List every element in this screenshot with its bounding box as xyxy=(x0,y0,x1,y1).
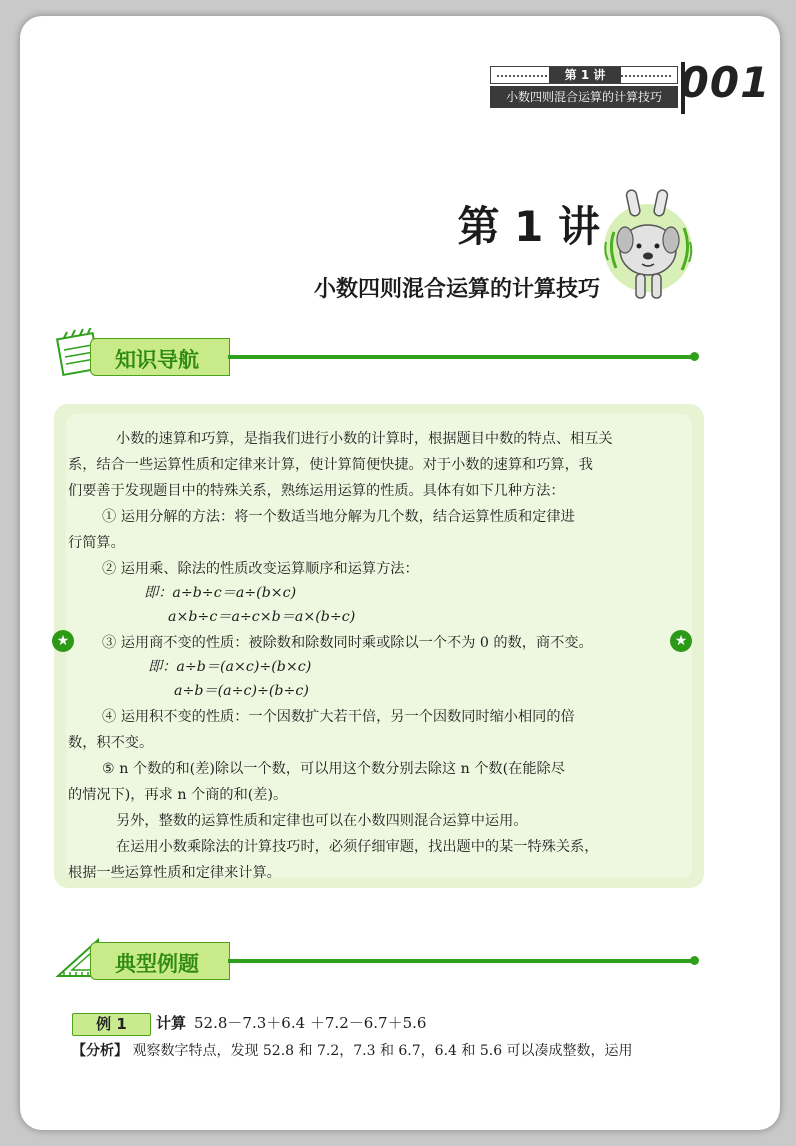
formula-line: 即：a÷b÷c＝a÷(b×c) xyxy=(144,585,297,601)
analysis-line xyxy=(72,1041,633,1062)
knowledge-line: ④ 运用积不变的性质：一个因数扩大若干倍，另一个因数同时缩小相同的倍 xyxy=(102,709,575,725)
chapter-title: 第 1 讲 xyxy=(457,202,600,251)
chapter-subtitle: 小数四则混合运算的计算技巧 xyxy=(313,277,600,302)
running-header xyxy=(490,66,678,110)
knowledge-line: 小数的速算和巧算，是指我们进行小数的计算时，根据题目中数的特点、相互关 xyxy=(116,431,613,447)
knowledge-line: ⑤ n 个数的和(差)除以一个数，可以用这个数分别去除这 n 个数(在能除尽 xyxy=(102,761,565,777)
section-knowledge-title: 知识导航 xyxy=(115,348,199,372)
example-tag: 例 1 xyxy=(72,1013,151,1036)
formula-line: a÷b＝(a÷c)÷(b÷c) xyxy=(174,683,309,699)
knowledge-line: 们要善于发现题目中的特殊关系，熟练运用运算的性质。具体有如下几种方法： xyxy=(68,483,565,499)
section-examples-header xyxy=(54,932,704,980)
header-lecture: 第 1 讲 xyxy=(549,67,621,83)
formula-line: a×b÷c＝a÷c×b＝a×(b÷c) xyxy=(168,609,356,625)
book-page xyxy=(20,16,780,1130)
knowledge-line: ② 运用乘、除法的性质改变运算顺序和运算方法： xyxy=(102,561,419,577)
section-examples-title: 典型例题 xyxy=(115,952,199,976)
example-problem xyxy=(156,1013,426,1034)
knowledge-line: ③ 运用商不变的性质：被除数和除数同时乘或除以一个不为 0 的数，商不变。 xyxy=(102,635,593,651)
knowledge-line: 在运用小数乘除法的计算技巧时，必须仔细审题，找出题中的某一特殊关系， xyxy=(116,839,599,855)
knowledge-line: 系，结合一些运算性质和定律来计算，使计算简便快捷。对于小数的速算和巧算，我 xyxy=(68,457,593,473)
header-topic: 小数四则混合运算的计算技巧 xyxy=(490,86,678,108)
page-number: 001 xyxy=(679,58,771,107)
knowledge-line: 根据一些运算性质和定律来计算。 xyxy=(68,865,281,881)
knowledge-line: 的情况下)，再求 n 个商的和(差)。 xyxy=(68,787,288,803)
example-expression: 52.8－7.3＋6.4 ＋7.2－6.7＋5.6 xyxy=(194,1014,427,1032)
knowledge-line: 数，积不变。 xyxy=(68,735,154,751)
example-keyword: 计算 xyxy=(156,1014,187,1032)
star-icon: ★ xyxy=(670,630,692,652)
knowledge-line: 另外，整数的运算性质和定律也可以在小数四则混合运算中运用。 xyxy=(116,813,528,829)
analysis-text: 观察数字特点，发现 52.8 和 7.2，7.3 和 6.7，6.4 和 5.6 可以凑成整数，运用 xyxy=(132,1043,633,1059)
dog-mascot xyxy=(592,182,704,307)
knowledge-line: 行简算。 xyxy=(68,535,125,551)
star-icon: ★ xyxy=(52,630,74,652)
formula-line: 即：a÷b＝(a×c)÷(b×c) xyxy=(148,659,312,675)
section-knowledge-header xyxy=(54,328,704,376)
analysis-tag: 【分析】 xyxy=(72,1043,128,1059)
knowledge-line: ① 运用分解的方法：将一个数适当地分解为几个数，结合运算性质和定律进 xyxy=(102,509,575,525)
